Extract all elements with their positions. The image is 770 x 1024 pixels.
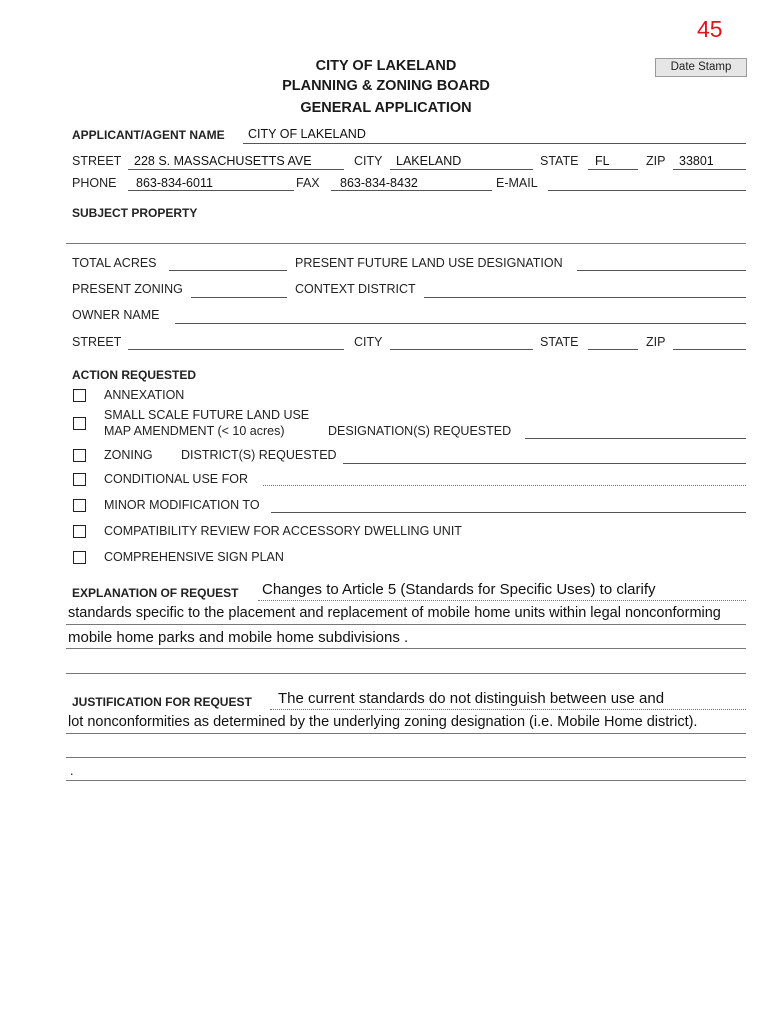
street-value[interactable]: 228 S. MASSACHUSETTS AVE (134, 154, 312, 168)
fax-line (331, 190, 492, 191)
fax-label: FAX (296, 176, 320, 190)
zip-value[interactable]: 33801 (679, 154, 714, 168)
explanation-rule-1 (258, 600, 746, 601)
justification-rule-2 (66, 733, 746, 734)
conditional-use-line (263, 485, 746, 486)
applicant-name-value[interactable]: CITY OF LAKELAND (248, 127, 366, 141)
compat-review-label: COMPATIBILITY REVIEW FOR ACCESSORY DWELLING UNIT (104, 524, 462, 538)
future-land-use-line (577, 270, 746, 271)
explanation-label: EXPLANATION OF REQUEST (72, 586, 239, 600)
owner-city-label: CITY (354, 335, 383, 349)
justification-line2[interactable]: lot nonconformities as determined by the underlying zoning designation (i.e. Mobile Home district). (68, 714, 698, 730)
owner-name-label: OWNER NAME (72, 308, 160, 322)
email-line (548, 190, 746, 191)
future-land-use-label: PRESENT FUTURE LAND USE DESIGNATION (295, 256, 563, 270)
zip-line (673, 169, 746, 170)
present-zoning-label: PRESENT ZONING (72, 282, 183, 296)
sign-plan-label: COMPREHENSIVE SIGN PLAN (104, 550, 284, 564)
explanation-line3[interactable]: mobile home parks and mobile home subdivisions . (68, 629, 409, 646)
total-acres-label: TOTAL ACRES (72, 256, 157, 270)
total-acres-line (169, 270, 287, 271)
street-line (128, 169, 344, 170)
applicant-name-line (243, 143, 746, 144)
header-board: PLANNING & ZONING BOARD (282, 78, 490, 94)
phone-value[interactable]: 863-834-6011 (136, 176, 213, 190)
compat-review-checkbox[interactable] (73, 525, 86, 538)
owner-name-line (175, 323, 746, 324)
city-value[interactable]: LAKELAND (396, 154, 462, 168)
date-stamp-label: Date Stamp (670, 61, 732, 73)
owner-zip-line (673, 349, 746, 350)
explanation-line2[interactable]: standards specific to the placement and replacement of mobile home units within legal nonconforming (68, 605, 721, 621)
small-scale-label-1: SMALL SCALE FUTURE LAND USE (104, 408, 310, 422)
sign-plan-checkbox[interactable] (73, 551, 86, 564)
conditional-use-checkbox[interactable] (73, 473, 86, 486)
email-label: E-MAIL (496, 176, 538, 190)
minor-mod-checkbox[interactable] (73, 499, 86, 512)
explanation-rule-2 (66, 624, 746, 625)
minor-mod-label: MINOR MODIFICATION TO (104, 498, 260, 512)
phone-line (128, 190, 294, 191)
subject-property-line (66, 243, 746, 244)
explanation-rule-3 (66, 648, 746, 649)
header-application: GENERAL APPLICATION (300, 100, 472, 116)
zip-label: ZIP (646, 154, 666, 168)
districts-label: DISTRICT(S) REQUESTED (181, 448, 337, 462)
applicant-name-label: APPLICANT/AGENT NAME (72, 128, 225, 142)
designations-label: DESIGNATION(S) REQUESTED (328, 424, 512, 438)
present-zoning-line (191, 297, 287, 298)
justification-rule-4 (66, 780, 746, 781)
owner-zip-label: ZIP (646, 335, 666, 349)
minor-mod-line (271, 512, 746, 513)
explanation-rule-4 (66, 673, 746, 674)
state-value[interactable]: FL (595, 154, 610, 168)
annexation-label: ANNEXATION (104, 388, 185, 402)
explanation-line1[interactable]: Changes to Article 5 (Standards for Specific Uses) to clarify (262, 581, 656, 598)
conditional-use-label: CONDITIONAL USE FOR (104, 472, 248, 486)
owner-state-label: STATE (540, 335, 579, 349)
owner-street-line (128, 349, 344, 350)
owner-street-label: STREET (72, 335, 122, 349)
small-scale-label-2: MAP AMENDMENT (< 10 acres) (104, 424, 285, 438)
city-label: CITY (354, 154, 383, 168)
context-district-line (424, 297, 746, 298)
small-scale-checkbox[interactable] (73, 417, 86, 430)
city-line (390, 169, 533, 170)
state-line (588, 169, 638, 170)
street-label: STREET (72, 154, 122, 168)
justification-rule-3 (66, 757, 746, 758)
justification-label: JUSTIFICATION FOR REQUEST (72, 695, 252, 709)
context-district-label: CONTEXT DISTRICT (295, 282, 416, 296)
zoning-checkbox[interactable] (73, 449, 86, 462)
justification-line1[interactable]: The current standards do not distinguish between use and (278, 690, 665, 707)
page-number: 45 (697, 16, 723, 42)
zoning-label: ZONING (104, 448, 153, 462)
fax-value[interactable]: 863-834-8432 (340, 176, 418, 190)
date-stamp-box (655, 58, 747, 77)
state-label: STATE (540, 154, 579, 168)
districts-line (343, 463, 746, 464)
header-city: CITY OF LAKELAND (315, 58, 457, 74)
owner-city-line (390, 349, 533, 350)
action-requested-heading: ACTION REQUESTED (72, 368, 197, 382)
annexation-checkbox[interactable] (73, 389, 86, 402)
owner-state-line (588, 349, 638, 350)
justification-rule-1 (270, 709, 746, 710)
justification-line3[interactable]: . (70, 764, 74, 778)
phone-label: PHONE (72, 176, 117, 190)
subject-property-heading: SUBJECT PROPERTY (72, 206, 198, 220)
designations-line (525, 438, 746, 439)
